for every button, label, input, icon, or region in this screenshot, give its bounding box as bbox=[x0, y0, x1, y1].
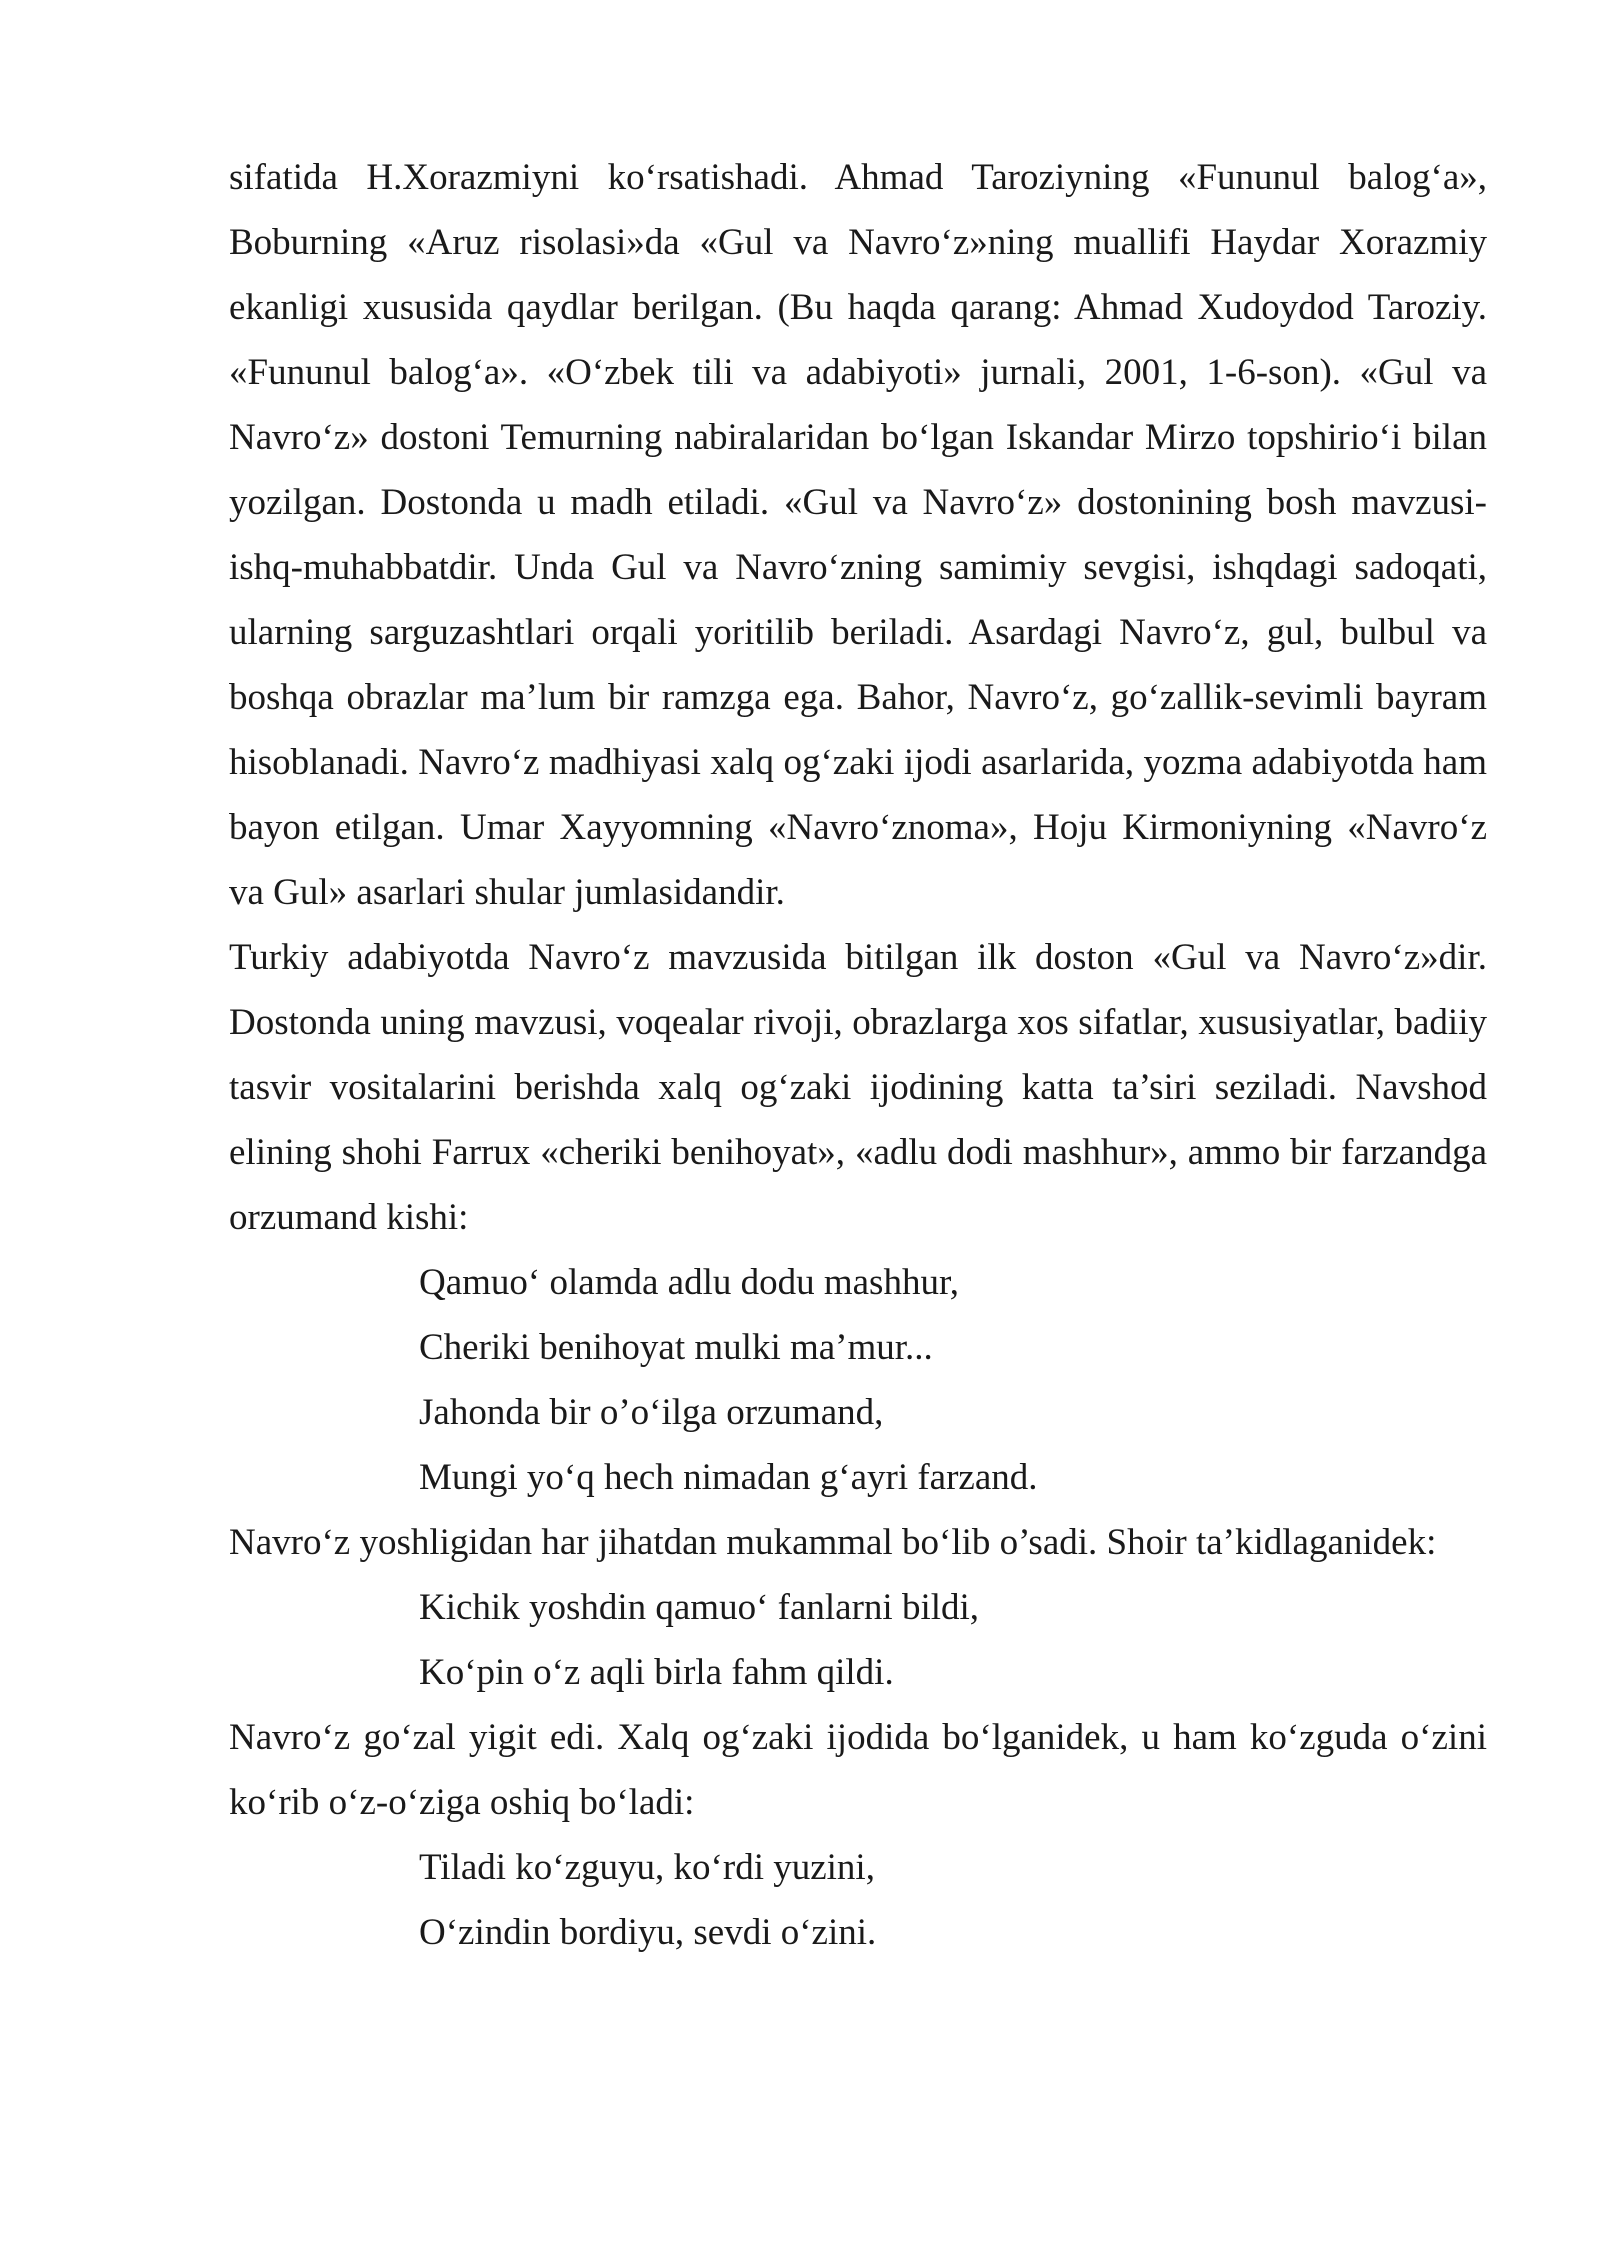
paragraph-2: Turkiy adabiyotda Navro‘z mavzusida bitilgan ilk doston «Gul va Navro‘z»dir. Dostonda uning mavzusi, voqealar rivoji, obrazlarga xos sifatlar, xususiyatlar, badiiy tasvir vositalarini berishda xalq og‘zaki ijodining katta ta’siri seziladi. Navshod elining shohi Farrux «cheriki benihoyat», «adlu dodi mashhur», ammo bir farzandga orzumand kishi: bbox=[229, 937, 1487, 1238]
verse-line: Jahonda bir o’o‘ilga orzumand, bbox=[419, 1392, 884, 1433]
paragraph-3: Navro‘z yoshligidan har jihatdan mukammal bo‘lib o’sadi. Shoir ta’kidlaganidek: bbox=[229, 1522, 1437, 1563]
verse-line: Mungi yo‘q hech nimadan g‘ayri farzand. bbox=[419, 1457, 1038, 1498]
verse-block-1 bbox=[229, 1250, 1487, 1510]
verse-line: Kichik yoshdin qamuo‘ fanlarni bildi, bbox=[419, 1587, 980, 1628]
verse-line: Ko‘pin o‘z aqli birla fahm qildi. bbox=[419, 1652, 894, 1693]
document-body bbox=[229, 145, 1487, 1965]
verse-line: Cheriki benihoyat mulki ma’mur... bbox=[419, 1327, 933, 1368]
paragraph-1: sifatida H.Xorazmiyni ko‘rsatishadi. Ahmad Taroziyning «Fununul balog‘a», Boburning «Aruz risolasi»da «Gul va Navro‘z»ning muallifi Haydar Xorazmiy ekanligi xususida qaydlar berilgan. (Bu haqda qarang: Ahmad Xudoydod Taroziy. «Fununul balog‘a». «O‘zbek tili va adabiyoti» jurnali, 2001, 1-6-son). «Gul va Navro‘z» dostoni Temurning nabiralaridan bo‘lgan Iskandar Mirzo topshirio‘i bilan yozilgan. Dostonda u madh etiladi. «Gul va Navro‘z» dostonining bosh mavzusi-ishq-muhabbatdir. Unda Gul va Navro‘zning samimiy sevgisi, ishqdagi sadoqati, ularning sarguzashtlari orqali yoritilib beriladi. Asardagi Navro‘z, gul, bulbul va boshqa obrazlar ma’lum bir ramzga ega. Bahor, Navro‘z, go‘zallik-sevimli bayram hisoblanadi. Navro‘z madhiyasi xalq og‘zaki ijodi asarlarida, yozma adabiyotda ham bayon etilgan. Umar Xayyomning «Navro‘znoma», Hoju Kirmoniyning «Navro‘z va Gul» asarlari shular jumlasidandir. bbox=[229, 157, 1487, 913]
verse-line: Qamuo‘ olamda adlu dodu mashhur, bbox=[419, 1262, 960, 1303]
paragraph-4: Navro‘z go‘zal yigit edi. Xalq og‘zaki ijodida bo‘lganidek, u ham ko‘zguda o‘zini ko‘rib o‘z-o‘ziga oshiq bo‘ladi: bbox=[229, 1717, 1487, 1823]
verse-block-2 bbox=[229, 1575, 1487, 1705]
verse-line: O‘zindin bordiyu, sevdi o‘zini. bbox=[419, 1912, 877, 1953]
verse-block-3 bbox=[229, 1835, 1487, 1965]
verse-line: Tiladi ko‘zguyu, ko‘rdi yuzini, bbox=[419, 1847, 875, 1888]
